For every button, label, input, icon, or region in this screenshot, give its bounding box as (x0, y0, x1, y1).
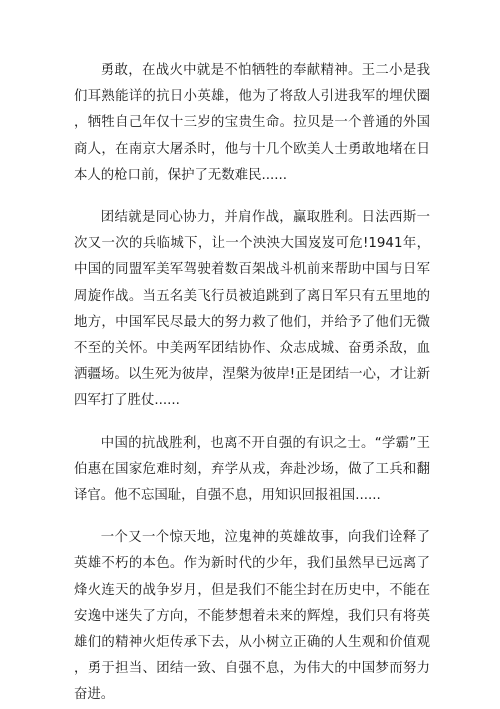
paragraph-conclusion: 一个又一个惊天地，泣鬼神的英雄故事，向我们诠释了英雄不朽的本色。作为新时代的少年，我们虽然早已远离了烽火连天的战争岁月，但是我们不能尘封在历史中，不能在安逸中迷失了方向，不能梦想着未来的辉煌，我们只有将英雄们的精神火炬传承下去，从小树立正确的人生观和价值观，勇于担当、团结一致、自强不息，为伟大的中国梦而努力奋进。 (74, 530, 430, 703)
document-page (74, 58, 430, 709)
paragraph-unity: 团结就是同心协力，并肩作战，赢取胜利。日法西斯一次又一次的兵临城下，让一个泱泱大国岌岌可危!1941年，中国的同盟军美军驾驶着数百架战斗机前来帮助中国与日军周旋作战。当五名美飞行员被追跳到了离日军只有五里地的地方，中国军民尽最大的努力救了他们，并给予了他们无微不至的关怀。中美两军团结协作、众志成城、奋勇杀敌，血洒疆场。以生死为彼岸，涅槃为彼岸!正是团结一心，才让新四军打了胜仗...... (74, 210, 430, 409)
paragraph-courage: 勇敢，在战火中就是不怕牺牲的奉献精神。王二小是我们耳熟能详的抗日小英雄，他为了将敌人引进我军的埋伏圈，牺牲自己年仅十三岁的宝贵生命。拉贝是一个普通的外国商人，在南京大屠杀时，他与十几个欧美人士勇敢地堵在日本人的枪口前，保护了无数难民...... (74, 63, 430, 183)
paragraph-self-strengthening: 中国的抗战胜利，也离不开自强的有识之士。“学霸”王伯惠在国家危难时刻，弃学从戎，奔赴沙场，做了工兵和翻译官。他不忘国耻，自强不息，用知识回报祖国...... (74, 435, 430, 504)
